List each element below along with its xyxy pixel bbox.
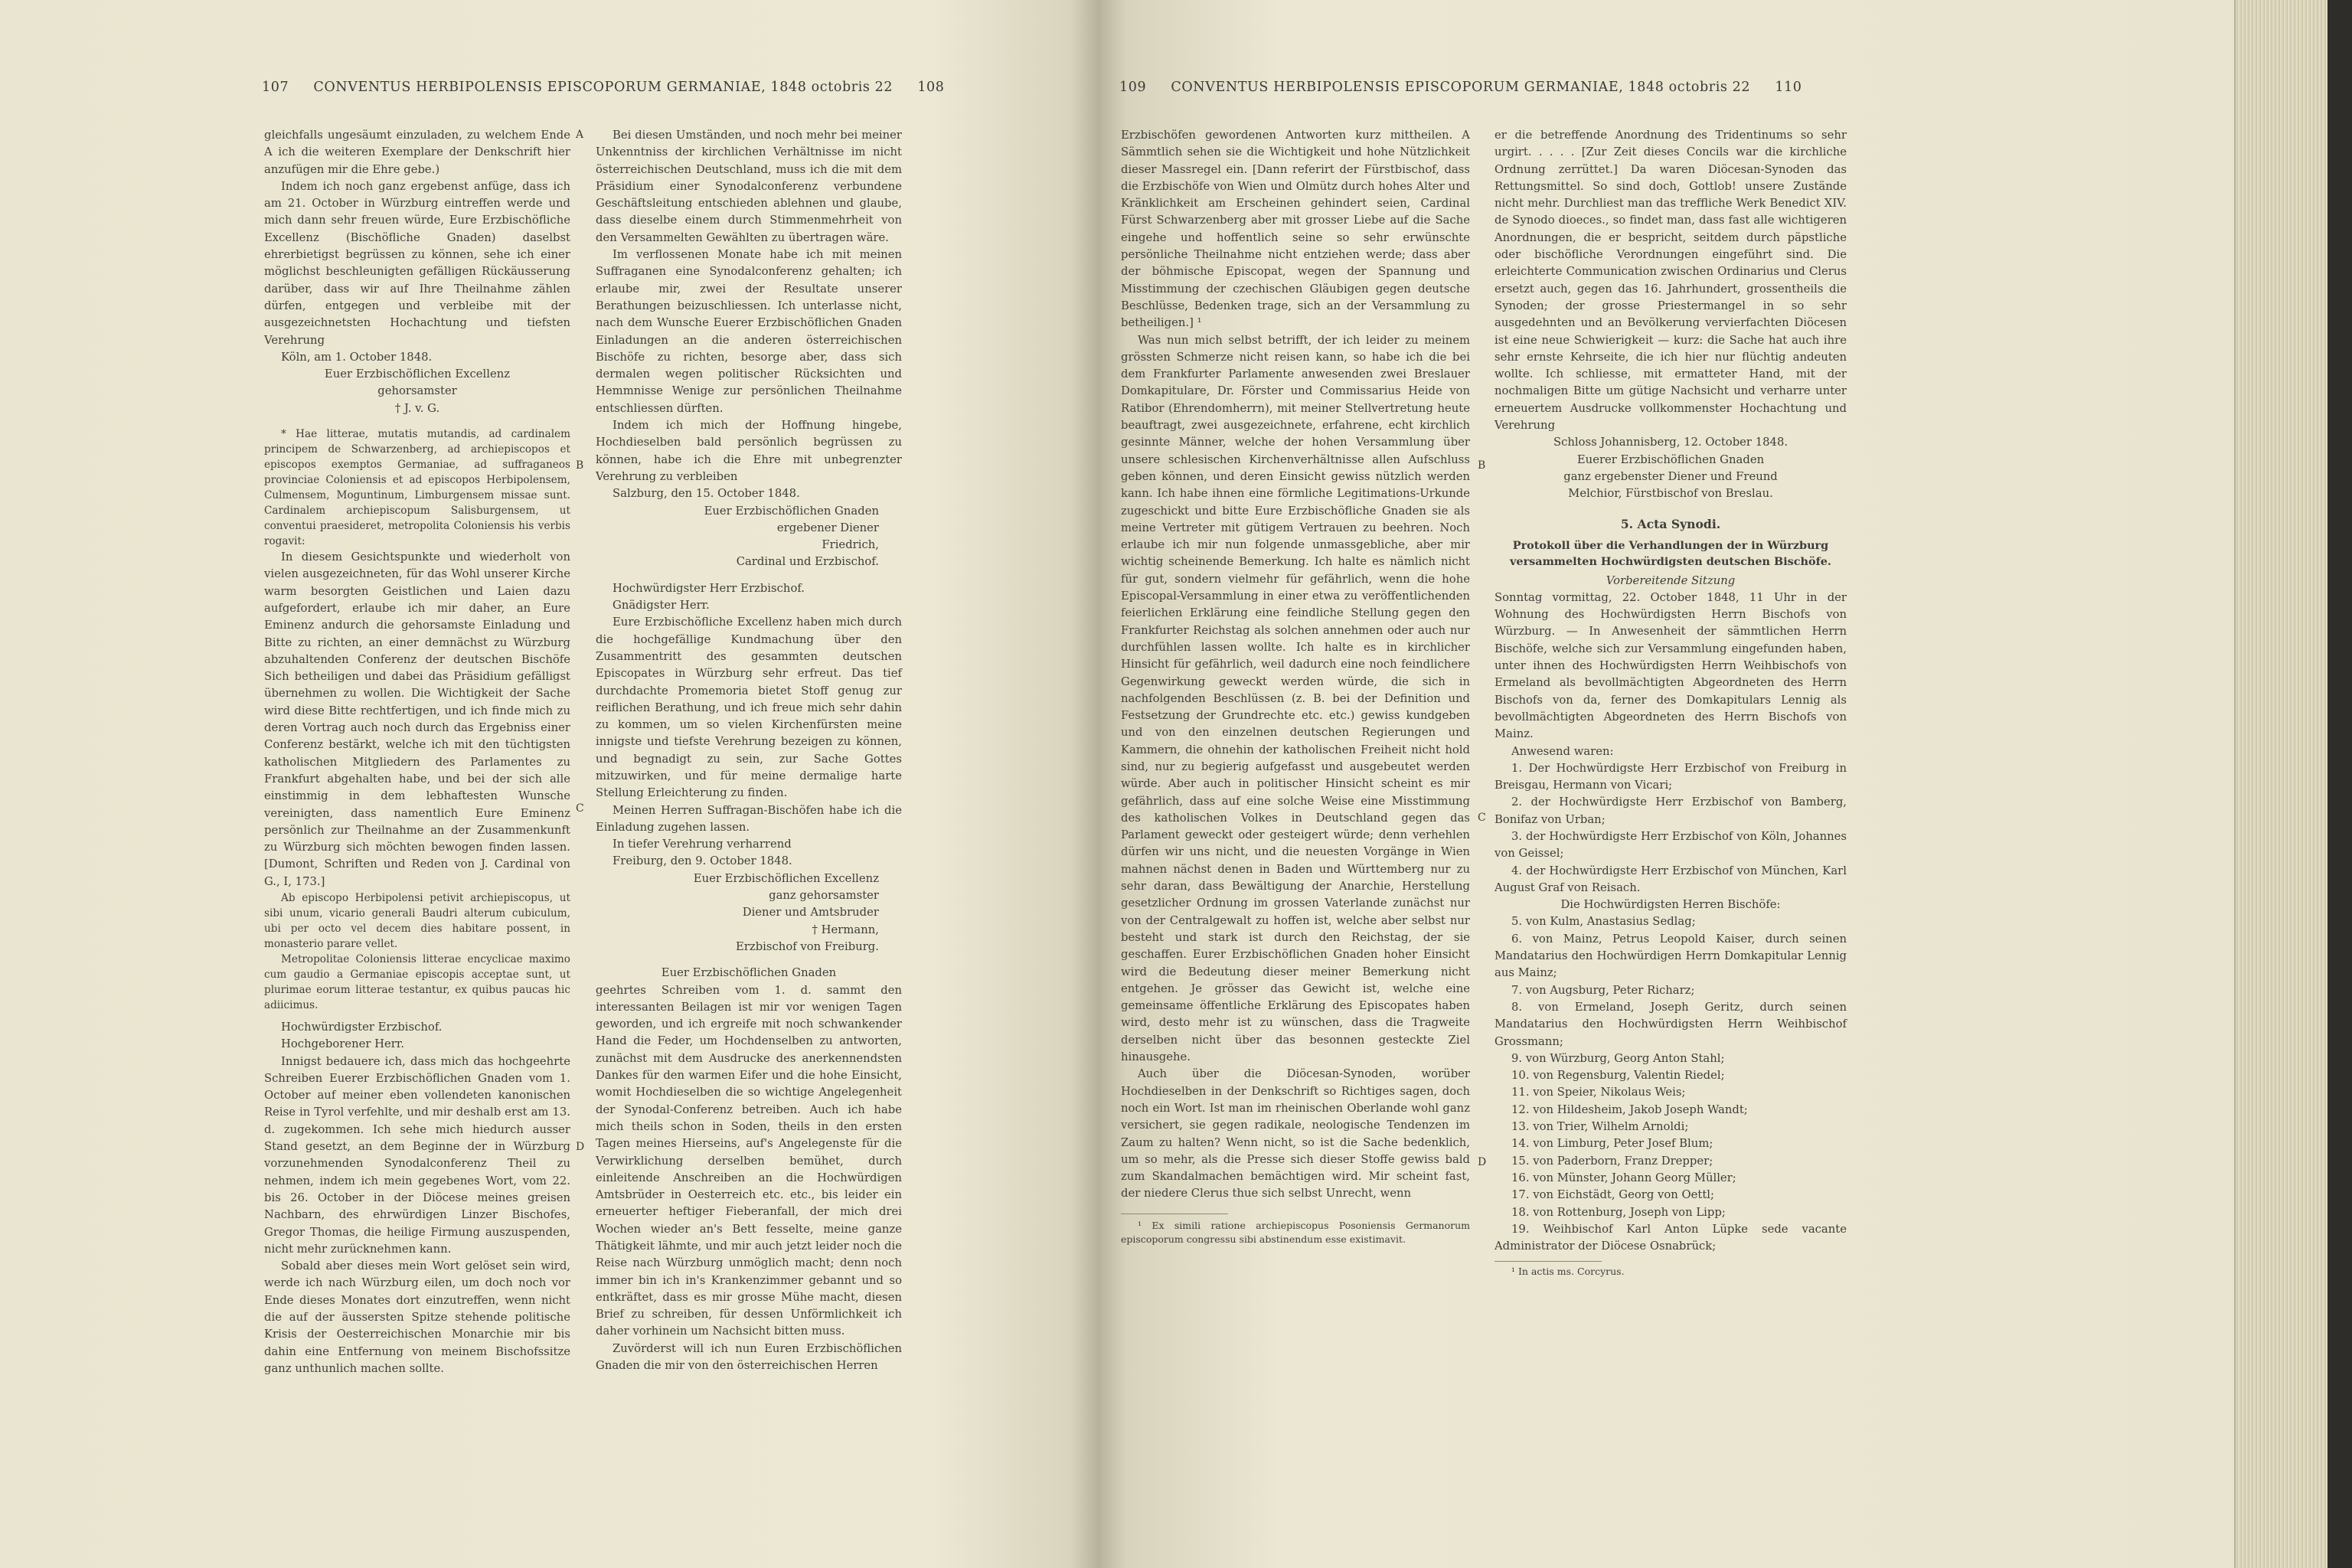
running-head-left xyxy=(262,80,945,95)
closing-line: Euer Erzbischöflichen Gnaden xyxy=(704,504,879,518)
left-page-column-1 xyxy=(264,127,570,1377)
paragraph: In diesem Gesichtspunkte und wiederholt von vielen ausgezeichneten, für das Wohl unserer Kirche warm besorgten Geistlichen und Laien dazu aufgefordert, erlaube ich mir daher, an Eure Eminenz andurch die gehorsamste Einladung und Bitte zu richten, an einer demnächst zu Würzburg abzuhaltenden Conferenz der deutschen Bischöfe Sich betheiligen und dabei das Präsidium gefälligst übernehmen zu wollen. Die Wichtigkeit der Sache wird diese Bitte rechtfertigen, und ich finde mich zu deren Vortrag auch noch durch das Ergebniss einer Conferenz bestärkt, welche ich mit den tüchtigsten katholischen Mitgliedern des Parlamentes zu Frankfurt abgehalten habe, und bei der sich alle einstimmig in dem lebhaftesten Wunsche vereinigten, dass namentlich Eure Eminenz persönlich zur Theilnahme an der Zusammenkunft zu Würzburg sich möchten bewogen finden lassen. [Dumont, Schriften und Reden von J. Cardinal von G., I, 173.] xyxy=(264,550,570,888)
right-page-column-2 xyxy=(1494,127,1847,1279)
right-page xyxy=(1102,0,2251,1568)
list-item: 3. der Hochwürdigste Herr Erzbischof von Köln, Johannes von Geissel; xyxy=(1494,829,1847,861)
signature: Cardinal und Erzbischof. xyxy=(736,555,879,569)
paragraph: er die betreffende Anordnung des Tridentinums so sehr urgirt. . . . . [Zur Zeit dieses Concils war die kirchliche Ordnung zerrüttet.] Da waren Diöcesan-Synoden das Rettungsmittel. So sind doch, Gottlob! unsere Zustände nicht mehr. Durchliest man das treffliche Werk Benedict XIV. de Synodo dioeces., so findet man, dass fast alle wichtigeren Anordnungen, die er bespricht, seitdem durch päpstliche oder bischöfliche Verordnungen eingeführt sind. Die erleichterte Communication zwischen Ordinarius und Clerus ersetzt auch, gegen das 16. Jahrhundert, grossentheils die Synoden; der grosse Priestermangel in so sehr ausgedehnten und an Bevölkerung vervierfachten Diöcesen ist eine neue Schwierigkeit — kurz: die Sache hat auch ihre sehr ernste Kehrseite, die ich hier nur flüchtig andeuten wollte. Ich schliesse, mit ermatteter Hand, mit der nochmaligen Bitte um gütige Nachsicht und verharre unter erneuertem Ausdrucke vollkommenster Hochachtung und Verehrung xyxy=(1494,129,1847,433)
dateline: Schloss Johannisberg, 12. October 1848. xyxy=(1553,436,1788,449)
page-number: 108 xyxy=(917,80,945,95)
left-page xyxy=(0,0,1057,1568)
signature: Erzbischof von Freiburg. xyxy=(736,939,879,953)
running-head-right xyxy=(1119,80,1802,95)
list-item: 4. der Hochwürdigste Herr Erzbischof von München, Karl August Graf von Reisach. xyxy=(1494,864,1847,894)
paragraph: Was nun mich selbst betrifft, der ich leider zu meinem grössten Schmerze nicht reisen kann, so habe ich die bei dem Frankfurter Parlamente anwesenden zwei Breslauer Domkapitulare, Dr. Förster und Commissarius Heide von Ratibor (Ehrendomherrn), mit meiner Stellvertretung heute beauftragt, zwei ausgezeichnete, erfahrene, echt kirchlich gesinnte Männer, welche der hohen Versammlung über unsere schlesischen Kirchenverhältnisse allen Aufschluss geben können, und deren Einsicht gewiss nützlich werden kann. Ich habe ihnen eine förmliche Legitimations-Urkunde zugeschickt und bitte Eure Erzbischöfliche Gnaden sie als meine Vertreter mit gütigem Vertrauen zu beehren. Noch erlaube ich mir nun folgende unmassgebliche, aber mir wichtig scheinende Bemerkung. Ich halte es nämlich nicht für gut, sondern vielmehr für gefährlich, wenn die hohe Episcopal-Versammlung in einer etwa zu veröffentlichenden feierlichen Erklärung eine feindliche Stellung gegen den Frankfurter Reichstag als solchen annehmen oder auch nur durchfühlen lassen wollte. Ich halte es in kirchlicher Hinsicht für gefährlich, weil dadurch eine noch feindlichere Gegenwirkung geweckt werden würde, die sich in nachfolgenden Beschlüssen (z. B. bei der Definition und Festsetzung der Grundrechte etc. etc.) gewiss kundgeben und von den einzelnen deutschen Regierungen und Kammern, die ohnehin der katholischen Freiheit nicht hold sind, nur zu begierig aufgefasst und ausgebeutet werden würde. Aber auch in politischer Hinsicht scheint es mir gefährlich, dass auf eine solche Weise eine Misstimmung des katholischen Volkes in Deutschland gegen das Parlament geweckt oder gesteigert würde; denn verhehlen dürfen wir uns nicht, und die neuesten Vorgänge in Wien mahnen nächst denen in Baden und Württemberg nur zu sehr daran, dass Bewältigung der Anarchie, Herstellung gesetzlicher Ordnung im grossen Vaterlande zunächst nur von der Centralgewalt zu hoffen ist, welche aber selbst nur besteht und stark ist durch den Reichstag, der sie geschaffen. Eurer Erzbischöflichen Gnaden hoher Einsicht wird die Bedeutung dieser meiner Bemerkung nicht entgehen. Je grösser das Gewicht ist, welche eine gemeinsame öffentliche Erklärung des Episcopates haben wird, desto mehr ist zu wünschen, dass die Tragweite derselben nicht über das besonnen gesteckte Ziel hinausgehe. xyxy=(1121,333,1470,1064)
list-item: 5. von Kulm, Anastasius Sedlag; xyxy=(1511,915,1696,929)
paragraph: Indem ich mich der Hoffnung hingebe, Hochdieselben bald persönlich begrüssen zu können, habe ich die Ehre mit unbegrenzter Verehrung zu verbleiben xyxy=(596,419,902,483)
list-item: 9. von Würzburg, Georg Anton Stahl; xyxy=(1511,1051,1725,1065)
page-block-edge xyxy=(2234,0,2328,1568)
margin-letter: C xyxy=(576,802,584,815)
editorial-note: * Hae litterae, mutatis mutandis, ad cardinalem principem de Schwarzenberg, ad archiepiscopos et episcopos exemptos Germaniae, ad suffraganeos provinciae Coloniensis et ad episcopos Herbipolensem, Culmensem, Moguntinum, Limburgensem missae sunt. Cardinalem archiepiscopum Salisburgensem, ut conventui praesideret, metropolita Coloniensis his verbis rogavit: xyxy=(264,428,570,548)
list-item: 6. von Mainz, Petrus Leopold Kaiser, durch seinen Mandatarius den Hochwürdigen Herrn Domkapitular Lennig aus Mainz; xyxy=(1494,932,1847,980)
dateline: Salzburg, den 15. October 1848. xyxy=(612,487,800,501)
salutation: Gnädigster Herr. xyxy=(612,599,710,612)
signature: Melchior, Fürstbischof von Breslau. xyxy=(1568,487,1773,501)
list-item: 11. von Speier, Nikolaus Weis; xyxy=(1511,1086,1686,1099)
closing-line: Euer Erzbischöflichen Excellenz xyxy=(693,871,879,885)
closing-line: gehorsamster xyxy=(377,384,457,398)
page-number: 109 xyxy=(1119,80,1147,95)
dateline: Freiburg, den 9. October 1848. xyxy=(612,854,792,868)
list-item: 17. von Eichstädt, Georg von Oettl; xyxy=(1511,1188,1715,1202)
salutation: Hochgeborener Herr. xyxy=(281,1037,405,1051)
session-heading: Vorbereitende Sitzung xyxy=(1606,573,1736,587)
editorial-note: Metropolitae Coloniensis litterae encyclicae maximo cum gaudio a Germaniae episcopis acceptae sunt, ut plurimae eorum litterae testantur, ex quibus paucas hic adiicimus. xyxy=(264,952,570,1011)
paragraph: Auch über die Diöcesan-Synoden, worüber Hochdieselben in der Denkschrift so Richtiges sagen, doch noch ein Wort. Ist man im rheinischen Oberlande wohl ganz versichert, sie gegen radikale, neologische Tendenzen im Zaum zu halten? Wenn nicht, so ist die Sache bedenklich, um so mehr, als die Presse sich dieser Stoffe gewiss bald zum Skandalmachen bemächtigen wird. Mir scheint fast, der niedere Clerus thue sich selbst Unrecht, wenn xyxy=(1121,1067,1470,1200)
list-item: 12. von Hildesheim, Jakob Joseph Wandt; xyxy=(1511,1102,1748,1116)
closing-line: Friedrich, xyxy=(822,538,879,552)
list-item: 15. von Paderborn, Franz Drepper; xyxy=(1511,1154,1713,1168)
paragraph: In tiefer Verehrung verharrend xyxy=(612,838,792,851)
paragraph: Eure Erzbischöfliche Excellenz haben mich durch die hochgefällige Kundmachung über den Zusammentritt des gesammten deutschen Episcopates in Würzburg sehr erfreut. Das tief durchdachte Promemoria bietet Stoff genug zur reiflichen Berathung, und ich freue mich sehr dahin zu kommen, um so vielen Kirchenfürsten meine innigste und tiefste Verehrung bezeigen zu können, und begnadigt zu sein, zur Sache Gottes mitzuwirken, und für meine dermalige harte Stellung Erleichterung zu finden. xyxy=(596,616,902,800)
list-item: 19. Weihbischof Karl Anton Lüpke sede vacante Administrator der Diöcese Osnabrück; xyxy=(1494,1222,1847,1253)
footnote: ¹ In actis ms. Corcyrus. xyxy=(1511,1266,1625,1278)
paragraph: Indem ich noch ganz ergebenst anfüge, dass ich am 21. October in Würzburg eintreffen werde und mich dann sehr freuen würde, Eure Erzbischöfliche Excellenz (Bischöfliche Gnaden) daselbst ehrerbietigst begrüssen zu können, sehe ich einer möglichst beschleunigten gefälligen Rückäusserung darüber, dass wir auf Ihre Theilnahme zählen dürfen, entgegen und verbleibe mit der ausgezeichnetsten Hochachtung und tiefsten Verehrung xyxy=(264,179,570,347)
paragraph: Sonntag vormittag, 22. October 1848, 11 Uhr in der Wohnung des Hochwürdigsten Herrn Bischofs von Würzburg. — In Anwesenheit der sämmtlichen Herrn Bischöfe, welche sich zur Versammlung eingefunden haben, unter ihnen des Hochwürdigsten Herrn Weihbischofs von Ermeland als bevollmächtigten Abgeordneten des Herrn Bischofs von da, ferner des Domkapitulars Lennig als bevollmächtigten Abgeordneten des Herrn Bischofs von Mainz. xyxy=(1494,590,1847,741)
paragraph: Im verflossenen Monate habe ich mit meinen Suffraganen eine Synodalconferenz gehalten; ich erlaube mir, zwei der Resultate unserer Berathungen beizuschliessen. Ich unterlasse nicht, nach dem Wunsche Euerer Erzbischöflichen Gnaden Einladungen an die anderen österreichischen Bischöfe zu richten, besorge aber, dass sich dermalen wegen politischer Rücksichten und Hemmnisse Wenige zur persönlichen Theilnahme entschliessen dürften. xyxy=(596,248,902,415)
list-heading: Anwesend waren: xyxy=(1511,744,1614,758)
list-item: 13. von Trier, Wilhelm Arnoldi; xyxy=(1511,1120,1689,1134)
footnote: ¹ Ex simili ratione archiepiscopus Posoniensis Germanorum episcoporum congressu sibi abstinendum esse existimavit. xyxy=(1121,1219,1470,1245)
footnote-rule xyxy=(1494,1261,1602,1262)
closing-line: Euer Erzbischöflichen Excellenz xyxy=(324,368,511,381)
paragraph: Zuvörderst will ich nun Euren Erzbischöflichen Gnaden die mir von den österreichischen Herren xyxy=(596,1341,902,1373)
dateline: Köln, am 1. October 1848. xyxy=(281,350,433,364)
closing-line: ergebener Diener xyxy=(776,521,879,534)
closing-line: Diener und Amtsbruder xyxy=(742,906,879,920)
background-edge xyxy=(2328,0,2352,1568)
margin-letter: B xyxy=(576,459,584,472)
margin-letter: D xyxy=(1478,1156,1487,1168)
list-item: 7. von Augsburg, Peter Richarz; xyxy=(1511,983,1695,997)
paragraph: Meinen Herren Suffragan-Bischöfen habe ich die Einladung zugehen lassen. xyxy=(596,803,902,834)
list-heading: Die Hochwürdigsten Herren Bischöfe: xyxy=(1560,898,1781,912)
closing-line: ganz ergebenster Diener und Freund xyxy=(1563,469,1778,483)
list-item: 1. Der Hochwürdigste Herr Erzbischof von Freiburg in Breisgau, Hermann von Vicari; xyxy=(1494,761,1847,792)
paragraph: Erzbischöfen gewordenen Antworten kurz mittheilen. A Sämmtlich sehen sie die Wichtigkeit und hohe Nützlichkeit dieser Massregel ein. [Dann referirt der Fürstbischof, dass die Erzbischöfe von Wien und Olmütz durch hohes Alter und Kränklichkeit am Erscheinen gehindert seien, Cardinal Fürst Schwarzenberg aber mit grosser Liebe auf die Sache eingehe und hoffentlich seine so sehr erwünschte persönliche Theilnahme nicht entziehen werde; dass aber der böhmische Episcopat, wegen der Spannung und Misstimmung der czechischen Gläubigen gegen deutsche Beschlüsse, Bedenken trage, sich an der Versammlung zu betheiligen.] ¹ xyxy=(1121,129,1470,330)
running-title: CONVENTUS HERBIPOLENSIS EPISCOPORUM GERMANIAE, 1848 octobris 22 xyxy=(1171,80,1751,95)
margin-letter: D xyxy=(576,1141,585,1153)
margin-letter: B xyxy=(1478,459,1486,472)
list-item: 18. von Rottenburg, Joseph von Lipp; xyxy=(1511,1205,1726,1219)
margin-letter: A xyxy=(576,129,584,141)
list-item: 8. von Ermeland, Joseph Geritz, durch seinen Mandatarius den Hochwürdigsten Herrn Weihbischof Grossmann; xyxy=(1494,1000,1847,1048)
list-item: 2. der Hochwürdigste Herr Erzbischof von Bamberg, Bonifaz von Urban; xyxy=(1494,795,1847,826)
paragraph: gleichfalls ungesäumt einzuladen, zu welchem Ende A ich die weiteren Exemplare der Denkschrift hier anzufügen mir die Ehre gebe.) xyxy=(264,129,570,176)
paragraph: geehrtes Schreiben vom 1. d. sammt den interessanten Beilagen ist mir vor wenigen Tagen geworden, und ich ergreife mit noch schwankender Hand die Feder, um Hochdenselben zu antworten, zunächst mit dem Ausdrucke des anerkennendsten Dankes für den warmen Eifer und die hohe Einsicht, womit Hochdieselben die so wichtige Angelegenheit der Synodal-Conferenz betreiben. Auch ich habe mich theils schon in Soden, theils in den ersten Tagen meines Hierseins, auf's Angelegenste für die Verwirklichung derselben bemühet, durch einleitende Anschreiben an die Hochwürdigen Amtsbrüder in Oesterreich etc. etc., bis leider ein erneuerter heftiger Fieberanfall, der mich drei Wochen wieder an's Bett fesselte, meine ganze Thätigkeit lähmte, und mir auch jetzt leider noch die Reise nach Würzburg unmöglich macht; denn noch immer bin ich in's Krankenzimmer gebannt und so entkräftet, dass es mir grosse Mühe macht, diesen Brief zu schreiben, für dessen Unförmlichkeit ich daher vorhinein um Nachsicht bitten muss. xyxy=(596,983,902,1338)
paragraph: Sobald aber dieses mein Wort gelöset sein wird, werde ich nach Würzburg eilen, um doch noch vor Ende dieses Monates dort einzutreffen, wenn nicht die auf der äussersten Spitze stehende politische Krisis der Oesterreichischen Monarchie mir bis dahin eine Entfernung von meinem Bischofssitze ganz unthunlich machen sollte. xyxy=(264,1259,570,1375)
signature: † J. v. G. xyxy=(394,401,440,415)
closing-line: † Hermann, xyxy=(812,923,879,936)
paragraph: Innigst bedauere ich, dass mich das hochgeehrte Schreiben Euerer Erzbischöflichen Gnaden vom 1. October auf meiner eben vollendeten kanonischen Reise in Tyrol verfehlte, und mir deshalb erst am 13. d. zugekommen. Ich sehe mich hiedurch ausser Stand gesetzt, an dem Beginne der in Würzburg vorzunehmenden Synodalconferenz Theil zu nehmen, indem ich mein gegebenes Wort, vom 22. bis 26. October in der Diöcese meines greisen Nachbarn, des ehrwürdigen Linzer Bischofes, Gregor Thomas, die heilige Firmung auszuspenden, nicht mehr zurücknehmen kann. xyxy=(264,1054,570,1256)
list-item: 14. von Limburg, Peter Josef Blum; xyxy=(1511,1137,1713,1151)
running-title: CONVENTUS HERBIPOLENSIS EPISCOPORUM GERMANIAE, 1848 octobris 22 xyxy=(313,80,893,95)
section-heading: 5. Acta Synodi. xyxy=(1620,516,1721,531)
closing-line: Euerer Erzbischöflichen Gnaden xyxy=(1576,452,1765,466)
left-page-column-2 xyxy=(596,127,902,1374)
closing-line: ganz gehorsamster xyxy=(769,889,879,903)
salutation: Hochwürdigster Erzbischof. xyxy=(281,1020,443,1034)
paragraph: Bei diesen Umständen, und noch mehr bei meiner Unkenntniss der kirchlichen Verhältnisse im nicht österreichischen Deutschland, muss ich die mit dem Präsidium einer Synodalconferenz verbundene Geschäftsleitung entschieden ablehnen und glaube, dass dieselbe einem durch Stimmenmehrheit von den Versammelten Gewählten zu übertragen wäre. xyxy=(596,129,902,244)
list-item: 16. von Münster, Johann Georg Müller; xyxy=(1511,1171,1736,1184)
right-page-column-1 xyxy=(1121,127,1470,1246)
editorial-note: Ab episcopo Herbipolensi petivit archiepiscopus, ut sibi unum, vicario generali Baudri alterum cubiculum, ubi per octo vel decem dies habitare possent, in monasterio parare vellet. xyxy=(264,891,570,950)
page-number: 110 xyxy=(1775,80,1802,95)
list-item: 10. von Regensburg, Valentin Riedel; xyxy=(1511,1069,1725,1083)
margin-letter: C xyxy=(1478,812,1486,824)
section-subheading: Protokoll über die Verhandlungen der in Würzburg versammelten Hochwürdigsten deutschen Bischöfe. xyxy=(1510,538,1831,568)
salutation: Euer Erzbischöflichen Gnaden xyxy=(661,966,837,980)
salutation: Hochwürdigster Herr Erzbischof. xyxy=(612,581,805,595)
page-number: 107 xyxy=(262,80,289,95)
